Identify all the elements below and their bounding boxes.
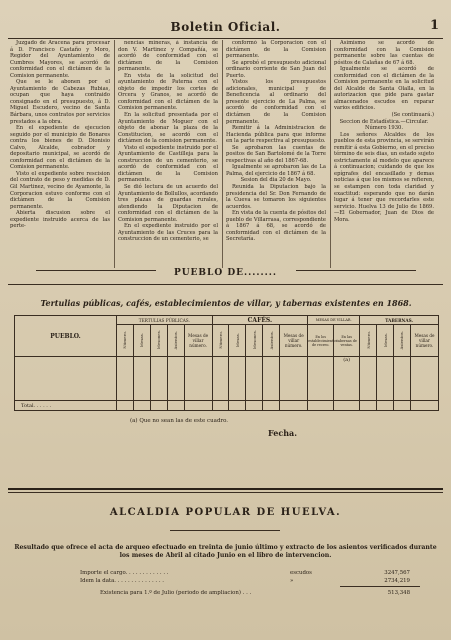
column-rule — [114, 40, 115, 268]
column-rule — [330, 40, 331, 268]
sum-rule — [340, 586, 420, 587]
paragraph: Vistos los presupuestos adicionales, municipal y de Beneficencia al ordinario del presente ejercicio de La Palma, se acordó de conformidad con el dictámen de la Comision permanente. — [226, 79, 326, 125]
col-tabernas-asientos: Asientos. — [393, 325, 410, 357]
paragraph: En el expediente instruido por el Ayuntamiento de las Cruces para la construccion de un cementerio, se — [118, 223, 218, 243]
paragraph: Que se le abonen por el Ayuntamiento de Cabezas Rubias, ocupan que haya contraido consignado en el presupuesto, á D. Miguel Escudero, vecino de Santa Bárbara, unos contratos por servicios prestados a la obra. — [10, 79, 110, 125]
text-column-4 — [334, 40, 434, 268]
paragraph: conformó la Corporacion con el dictámen de la Comision permanente. — [226, 40, 326, 60]
paragraph: Seccion de Estadística.—Circular. Número 1930. — [339, 118, 429, 132]
paragraph: Se dió lectura de un acuerdo del Ayuntamiento de Bollullos, acordando tres plazas de guardas rurales, atendiendo la Diputacion de conformidad con el dictámen de la Comision permanente. — [118, 184, 218, 223]
section-rule — [8, 488, 443, 490]
col-tertulias-mesas: Mesas. — [133, 325, 150, 357]
alcaldia-heading: ALCALDIA POPULAR DE HUELVA. — [109, 507, 342, 518]
divider-rule — [170, 530, 280, 531]
col-tabernas-mesas: Mesas. — [377, 325, 394, 357]
footnote-mark: (a) — [334, 357, 360, 401]
newspaper-page: Boletin Oficial. 1 Juzgado de Aracena para procesar á D. Francisco Castaño y Moro, Regidor del Ayuntamiento de Cumbres Mayores, se acordó de conformidad con el dictámen de la Comision permanente. Que se le abonen por el Ayuntamiento de Cabezas Rubias, ocupan que haya contraido consignado en el presupuesto, á D. Miguel Escudero, vecino de Santa Bárbara, unos contratos por servicios prestados a la obra. En el expediente de ejecucion seguido por el municipio de Bonares contra los bienes de D. Dionisio Calvo, Alcalde, cobrador y depositario municipal, se acordó de conformidad con el dictámen de la Comision permanente. Visto el expediente sobre rescision del contrato de peso y medidas de D. Gil Martinez, vecino de Ayamonte, la Corporacion estuvo conforme con el dictámen de la Comision permanente. Abierta discusion sobre el expediente instruido acerca de las perte- nencias mineras, á instancia de don V. Martinez y Compañía, se acordó de conformidad con el dictámen de la Comision permanente. En vista de la solicitud del ayuntamiento de Paterna con el objeto de impedir los cortes de Orcera y Granos, se acordó de conformidad con el dictámen de la Comision permanente. En la solicitud presentada por el Ayuntamiento de Moguer con el objeto de abonar la plaza de la Constitucion, se acordó con el dictámen de la comision permanente. Visto el expediente instruido por el Ayuntamiento de Castilleja para la construccion de un cementerio, se acordó de conformidad con el dictámen de la Comision permanente. Se dió lectura de un acuerdo del Ayuntamiento de Bollullos, acordando tres plazas de guardas rurales, atendiendo la Diputacion de conformidad con el dictámen de la Comision permanente. En el expediente instruido por el Ayuntamiento de las Cruces para la construccion de un cementerio, se conformó la Corporacion con el dictámen de la Comision permanente. Se aprobó el presupuesto adicional ordinario corriente de San Juan del Puerto. Vistos los presupuestos adicionales, municipal y de Beneficencia al ordinario del presente ejercicio de La Palma, se acordó de conformidad con el dictámen de la Comision permanente. Remitir á la Administracion de Hacienda pública para que informe en la parte respectiva al presupuesto. Se aprobaron las cuentas de positos de San Bartolomé de la Torre respectivas al año del 1867-68. Igualmente se aprobaron las de La Palma, del ejercicio de 1867 á 68. Sesion del dia 20 de Mayo. Reunida la Diputacion bajo la presidencia del Sr. Don Fernando de la Cueva se tomaron los siguientes acuerdos. En vista de la cuenta de pósitos del pueblo de Villarrasa, correspondiente á 1867 á 68, se acordó de conformidad con el dictámen de la Secretaría. Asimismo se acordó de conformidad con la Comision permanente sobre las cuentas de pósitos de Calañas de 67 á 68. Igualmente se acordó de conformidad con el dictámen de la Comision permanente en la solicitud del Alcalde de Santa Olalla, en la autorizacion que pide para gastar almacenados escudos en reparar varios edificios. (Se continuará.) Seccion de Estadística.—Circular. Número 1930. Los señores Alcaldes de los pueblos de esta provincia, se servirán remitir á esta Gobierno, en el preciso término de seis dias, un estado sujeto estrictamente al modelo que aparece á continuacion; cuidando de que los epígrafes del encasillado y demas noticias á que los mismos se refieren, se estampen con toda claridad y exactitud: esperando que no darán lugar á tener que recordarles este servicio. Huelva 13 de Julio de 1869.—El Gobernador, Juan de Dios de Mora. PUEBLO DE........ Tertulias públicas, cafés, establecimientos de villar, y tabernas existentes en 1868. PUEBLO. TERTULIAS PÚBLICAS. CAFÉS. MESAS DE VILLAR. TABERNAS. Número. Mesas. Mesones. Asientos. Mesas de villar número. Número. Mesas. Mesones. Asientos. Mesas de villar número. En los establecimientos de recreo. En las tabernas de ventas. Número. Mesas. Asientos. Mesas de villar número. (a) Total. . . . . . (a) Que no sean las de este cuadro. Fecha. ALCALDIA POPULAR DE HUELVA. Resultado que ofrece el acta de arqueo efectuado en treinta de junio último y extracto de los asientos verificados durante los meses de Abril al citado Junio en el libro de intervencion. Importe el cargo. . . . . . . . . . . . . escudos 3247,567 Idem la data. . . . . . . . . . . . . . . » 2734,219 Existencia para 1.º de Julio (periodo de ampliacion) . . . 513,348 — [0, 0, 451, 640]
paragraph: En la solicitud presentada por el Ayuntamiento de Moguer con el objeto de abonar la plaza de la Constitucion, se acordó con el dictámen de la comision permanente. — [118, 112, 218, 145]
paragraph: Reunida la Diputacion bajo la presidencia del Sr. Don Fernando de la Cueva se tomaron los siguientes acuerdos. — [226, 184, 326, 210]
statistics-form-table — [14, 315, 439, 411]
total-label: Total. . . . . . — [15, 401, 117, 411]
col-cafes-villar: Mesas de villar número. — [280, 325, 308, 357]
group-header-cafes: CAFÉS. — [212, 316, 308, 325]
col-cafes-mesones: Mesones. — [246, 325, 263, 357]
table-row — [15, 357, 439, 401]
section-rule — [8, 492, 443, 493]
paragraph: En vista de la solicitud del ayuntamiento de Paterna con el objeto de impedir los cortes de Orcera y Granos, se acordó de conformidad con el dictámen de la Comision permanente. — [118, 72, 218, 112]
page-header — [8, 18, 443, 38]
group-header-tertulias: TERTULIAS PÚBLICAS. — [117, 316, 213, 325]
col-villar-recreo: En los establecimientos de recreo. — [308, 325, 334, 357]
text-column-3 — [226, 40, 326, 268]
paragraph: Asimismo se acordó de conformidad con la Comision permanente sobre las cuentas de pósitos de Calañas de 67 á 68. — [334, 40, 434, 66]
publication-title: Boletin Oficial. — [170, 20, 281, 34]
group-header-tabernas: TABERNAS. — [360, 316, 439, 325]
text-columns — [10, 40, 442, 268]
table-total-row — [15, 401, 439, 411]
divider-rule — [8, 284, 443, 285]
column-rule — [222, 40, 223, 268]
col-tertulias-numero: Número. — [117, 325, 134, 357]
col-tertulias-villar: Mesas de villar número. — [184, 325, 212, 357]
paragraph: Visto el expediente instruido por el Ayuntamiento de Castilleja para la construccion de un cementerio, se acordó de conformidad con el dictámen de la Comision permanente. — [118, 144, 218, 184]
paragraph: En vista de la cuenta de pósitos del pueblo de Villarrasa, correspondiente á 1867 á 68, se acordó de conformidad con el dictámen de la Secretaría. — [226, 210, 326, 243]
paragraph: nencias mineras, á instancia de don V. Martinez y Compañía, se acordó de conformidad con el dictámen de la Comision permanente. — [118, 40, 218, 73]
paragraph: Remitir á la Administracion de Hacienda pública para que informe en la parte respectiva al presupuesto. — [226, 125, 326, 145]
paragraph: Juzgado de Aracena para procesar á D. Francisco Castaño y Moro, Regidor del Ayuntamiento de Cumbres Mayores, se acordó de conformidad con el dictámen de la Comision permanente. — [10, 40, 110, 79]
paragraph: Se aprobaron las cuentas de positos de San Bartolomé de la Torre respectivas al año del 1867-68. — [226, 144, 326, 164]
col-tabernas-numero: Número. — [360, 325, 377, 357]
col-villar-tabernas: En las tabernas de ventas. — [334, 325, 360, 357]
paragraph: Se aprobó el presupuesto adicional ordinario corriente de San Juan del Puerto. — [226, 59, 326, 79]
table-footnote: (a) Que no sean las de este cuadro. — [130, 418, 229, 424]
col-cafes-asientos: Asientos. — [263, 325, 280, 357]
paragraph: Visto el expediente sobre rescision del contrato de peso y medidas de D. Gil Martinez, vecino de Ayamonte, la Corporacion estuvo conforme con el dictámen de la Comision permanente. — [10, 170, 110, 210]
paragraph: Sesion del dia 20 de Mayo. — [240, 177, 312, 184]
form-pueblo-heading: PUEBLO DE........ — [173, 268, 278, 278]
paragraph: (Se continuará.) — [391, 112, 434, 119]
paragraph: Igualmente se aprobaron las de La Palma, del ejercicio de 1867 á 68. — [226, 164, 326, 177]
header-rule — [8, 38, 443, 39]
col-tabernas-villar: Mesas de villar número. — [410, 325, 438, 357]
form-table-title: Tertulias públicas, cafés, establecimientos de villar, y tabernas existentes en 1868. — [40, 298, 412, 308]
col-cafes-mesas: Mesas. — [229, 325, 246, 357]
paragraph: Los señores Alcaldes de los pueblos de esta provincia, se servirán remitir á esta Gobierno, en el preciso término de seis dias, un estado sujeto estrictamente al modelo que aparece á continuacion; cuidando de que los epígrafes del encasillado y demas noticias á que los mismos se refieren, se estampen con toda claridad y exactitud: esperando que no darán lugar á tener que recordarles este servicio. Huelva 13 de Julio de 1869.—El Gobernador, Juan de Dios de Mora. — [334, 131, 434, 223]
paragraph: Igualmente se acordó de conformidad con el dictámen de la Comision permanente en la solicitud del Alcalde de Santa Olalla, en la autorizacion que pide para gastar almacenados escudos en reparar varios edificios. — [334, 66, 434, 112]
date-field-label: Fecha. — [268, 428, 297, 438]
text-column-2 — [118, 40, 218, 268]
paragraph: Abierta discusion sobre el expediente instruido acerca de las perte- — [10, 210, 110, 230]
paragraph: En el expediente de ejecucion seguido por el municipio de Bonares contra los bienes de D. Dionisio Calvo, Alcalde, cobrador y depositario municipal, se acordó de conformidad con el dictámen de la Comision permanente. — [10, 125, 110, 171]
alcaldia-summary: Resultado que ofrece el acta de arqueo efectuado en treinta de junio último y extracto de los asientos verificados durante los meses de Abril al citado Junio en el libro de intervencion. — [14, 544, 437, 559]
text-column-1 — [10, 40, 110, 268]
col-tertulias-asientos: Asientos. — [167, 325, 184, 357]
col-cafes-numero: Número. — [212, 325, 229, 357]
page-number: 1 — [429, 18, 439, 33]
group-header-villar: MESAS DE VILLAR. — [308, 316, 360, 325]
col-tertulias-mesones: Mesones. — [150, 325, 167, 357]
pueblo-column-header: PUEBLO. — [15, 316, 117, 357]
